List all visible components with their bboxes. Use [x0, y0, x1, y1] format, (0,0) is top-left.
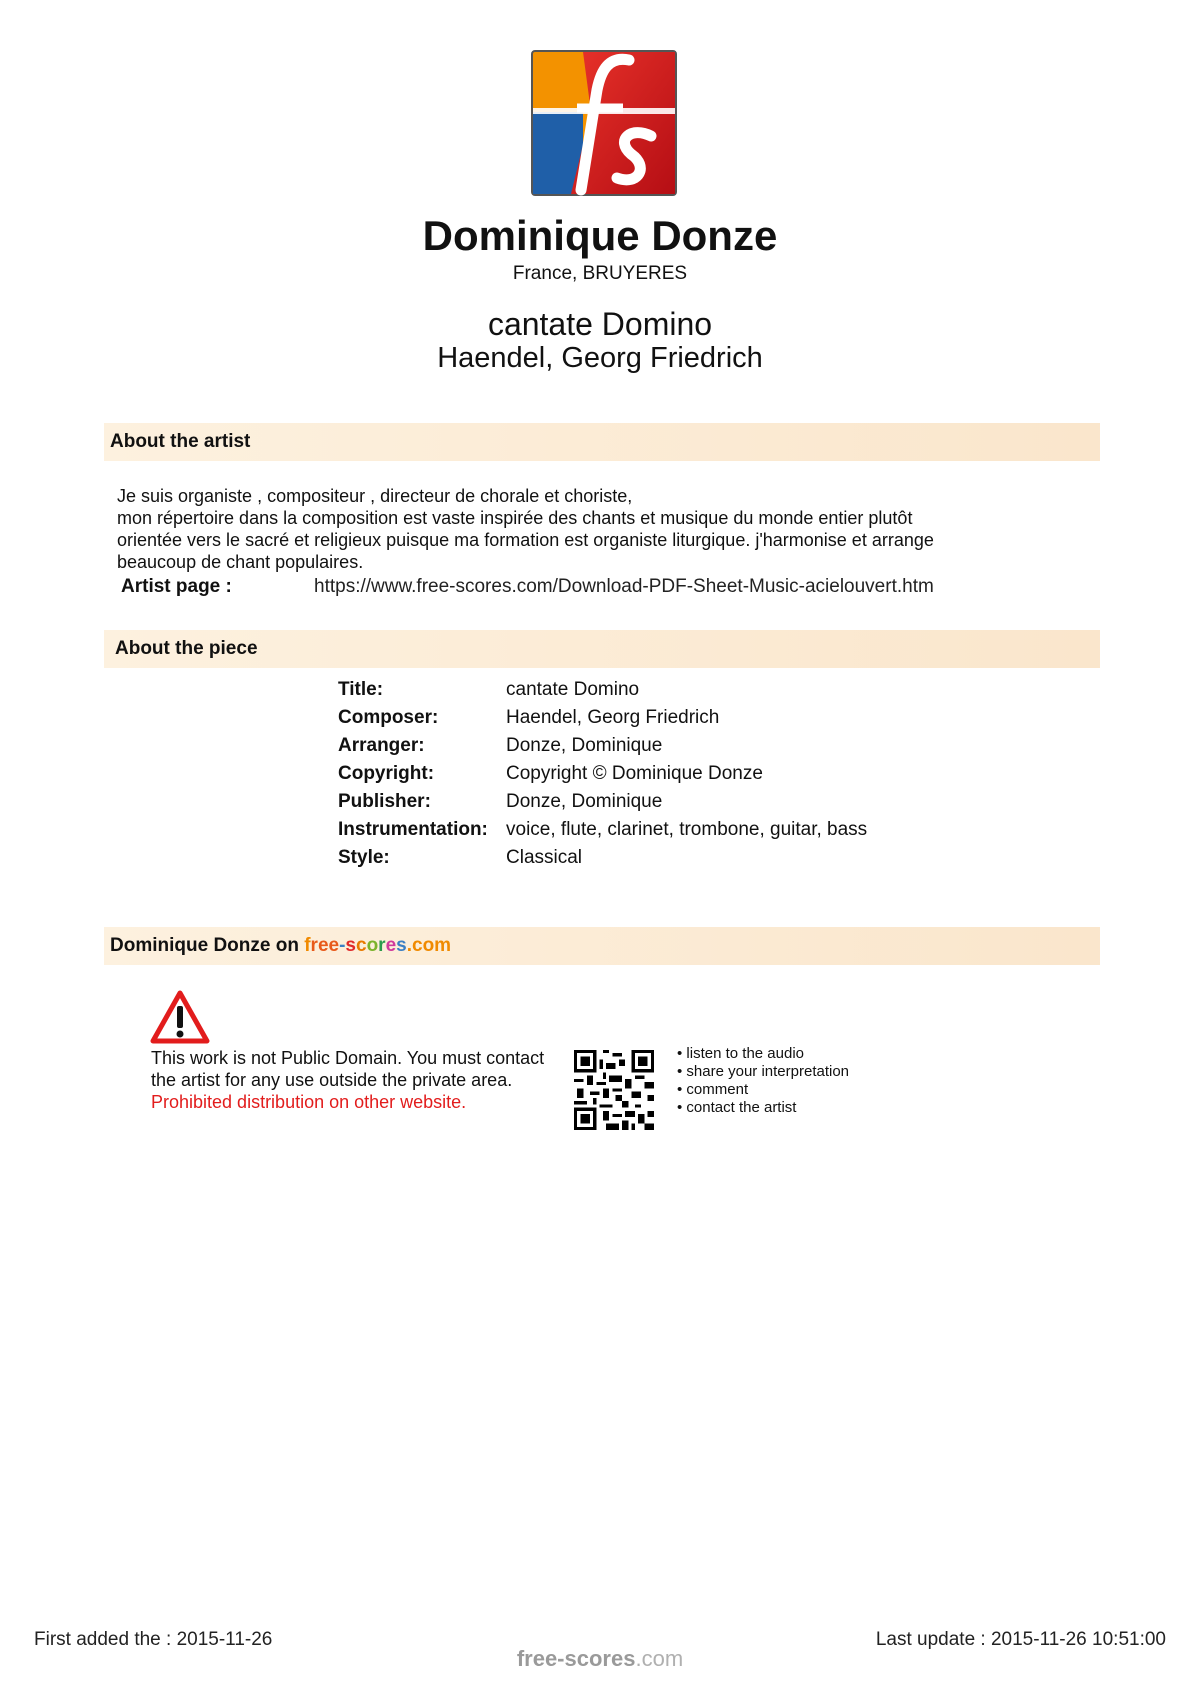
- last-update-date: Last update : 2015-11-26 10:51:00: [875, 1629, 1166, 1650]
- info-value: cantate Domino: [506, 679, 640, 700]
- about-piece-heading: About the piece: [104, 630, 1100, 668]
- info-label: Composer:: [338, 707, 439, 728]
- table-row: [338, 735, 867, 763]
- info-value: voice, flute, clarinet, trombone, guitar, bass: [506, 819, 868, 840]
- bio-line: mon répertoire dans la composition est vaste inspirée des chants et musique du monde entier plutôt: [117, 508, 913, 528]
- about-artist-heading: About the artist: [104, 423, 1100, 461]
- warning-triangle-icon: [150, 990, 210, 1044]
- bio-line: beaucoup de chant populaires.: [117, 552, 364, 572]
- info-label: Copyright:: [338, 763, 435, 784]
- piece-composer: Haendel, Georg Friedrich: [437, 342, 763, 374]
- on-site-heading-text: Dominique Donze on: [110, 935, 299, 956]
- warning-text: This work is not Public Domain. You must contact the artist for any use outside the private area.: [151, 1048, 545, 1090]
- info-label: Title:: [338, 679, 384, 700]
- info-label: Style:: [338, 847, 390, 868]
- piece-info-table: [338, 679, 867, 875]
- bio-line: orientée vers le sacré et religieux puisque ma formation est organiste liturgique. j'harmonise et arrange: [117, 530, 934, 550]
- feature-list: [677, 1045, 849, 1117]
- free-scores-brand[interactable]: free-scores.com: [304, 935, 452, 956]
- info-value: Classical: [506, 847, 583, 868]
- artist-page-label: Artist page :: [121, 576, 232, 597]
- info-value: Donze, Dominique: [506, 735, 663, 756]
- artist-name: Dominique Donze: [422, 212, 778, 259]
- list-item[interactable]: • listen to the audio: [677, 1045, 849, 1063]
- info-label: Instrumentation:: [338, 819, 488, 840]
- on-site-heading: [104, 927, 1100, 965]
- bio-line: Je suis organiste , compositeur , directeur de chorale et choriste,: [117, 486, 633, 506]
- artist-page-link[interactable]: https://www.free-scores.com/Download-PDF-Sheet-Music-acielouvert.htm: [314, 576, 934, 597]
- warning-prohibited: Prohibited distribution on other website.: [151, 1092, 467, 1112]
- copyright-warning: [151, 1047, 551, 1113]
- info-value: Copyright © Dominique Donze: [506, 763, 763, 784]
- info-value: Haendel, Georg Friedrich: [506, 707, 720, 728]
- info-label: Arranger:: [338, 735, 425, 756]
- list-item[interactable]: • contact the artist: [677, 1099, 849, 1117]
- list-item[interactable]: • comment: [677, 1081, 849, 1099]
- info-label: Publisher:: [338, 791, 431, 812]
- footer-brand-tld: .com: [635, 1646, 684, 1671]
- table-row: [338, 819, 867, 847]
- first-added-date: First added the : 2015-11-26: [34, 1629, 273, 1650]
- piece-title: cantate Domino: [487, 306, 713, 342]
- list-item[interactable]: • share your interpretation: [677, 1063, 849, 1081]
- table-row: [338, 679, 867, 707]
- table-row: [338, 847, 867, 875]
- artist-bio: [117, 485, 1077, 573]
- footer-brand-main: free-scores: [516, 1646, 636, 1671]
- footer-brand-logo[interactable]: [0, 1646, 1200, 1672]
- table-row: [338, 707, 867, 735]
- qr-code-icon[interactable]: [574, 1050, 654, 1130]
- table-row: [338, 791, 867, 819]
- info-value: Donze, Dominique: [506, 791, 663, 812]
- table-row: [338, 763, 867, 791]
- free-scores-logo-icon: [531, 50, 677, 196]
- artist-location: France, BRUYERES: [512, 263, 688, 284]
